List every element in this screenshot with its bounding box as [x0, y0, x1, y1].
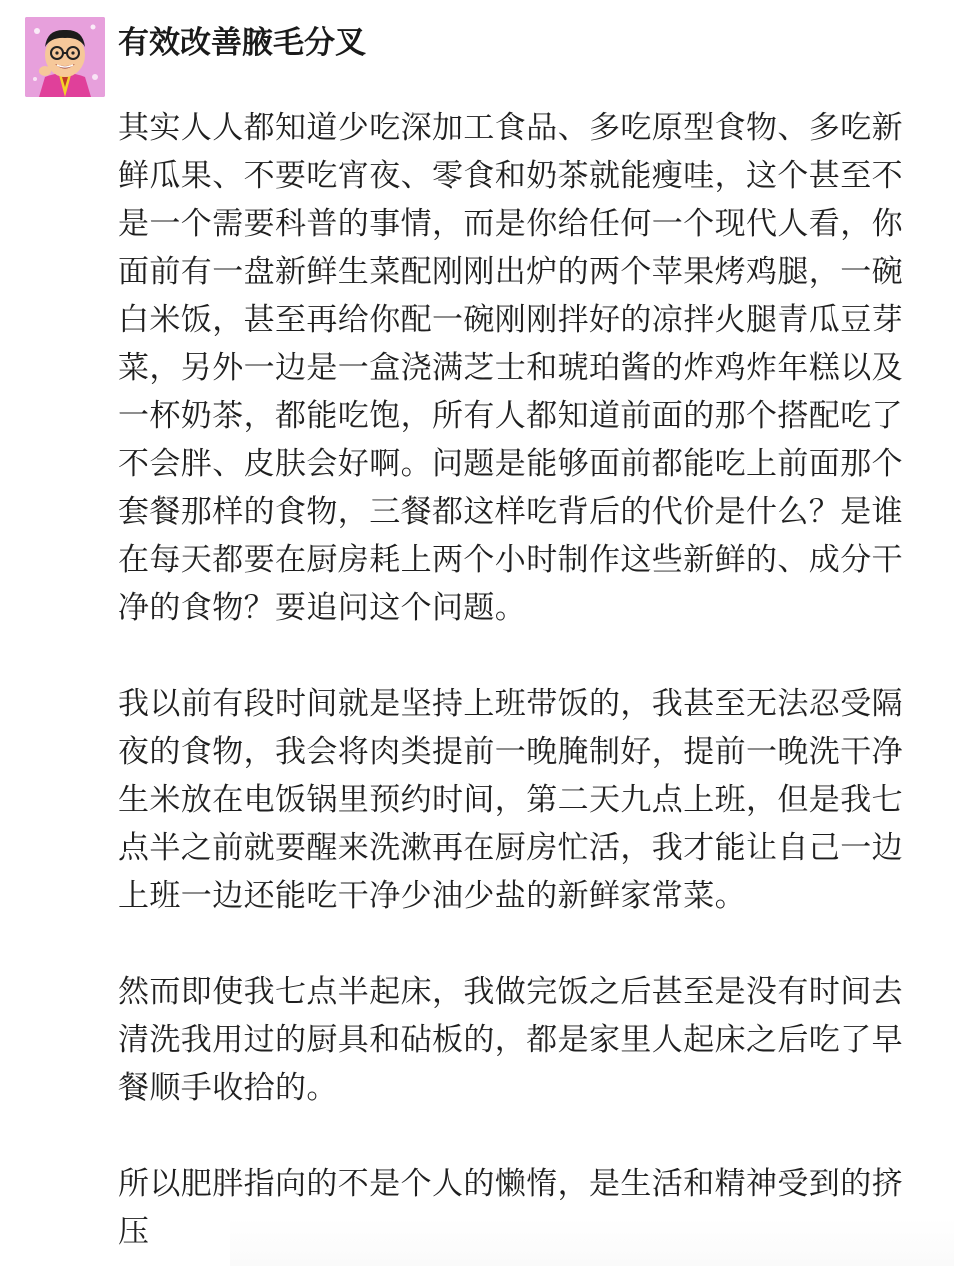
post-header [25, 17, 105, 97]
post-body [118, 104, 908, 1256]
post-paragraph: 我以前有段时间就是坚持上班带饭的，我甚至无法忍受隔夜的食物，我会将肉类提前一晚腌制好，提前一晚洗干净生米放在电饭锅里预约时间，第二天九点上班，但是我七点半之前就要醒来洗漱再在厨房忙活，我才能让自己一边上班一边还能吃干净少油少盐的新鲜家常菜。 [118, 686, 903, 914]
cartoon-avatar-icon [25, 17, 105, 97]
post-paragraph: 然而即使我七点半起床，我做完饭之后甚至是没有时间去清洗我用过的厨具和砧板的，都是家里人起床之后吃了早餐顺手收拾的。 [118, 974, 903, 1106]
post-paragraph: 所以肥胖指向的不是个人的懒惰，是生活和精神受到的挤压 [118, 1166, 903, 1250]
post-paragraph: 其实人人都知道少吃深加工食品、多吃原型食物、多吃新鲜瓜果、不要吃宵夜、零食和奶茶就能瘦哇，这个甚至不是一个需要科普的事情，而是你给任何一个现代人看，你面前有一盘新鲜生菜配刚刚出炉的两个苹果烤鸡腿，一碗白米饭，甚至再给你配一碗刚刚拌好的凉拌火腿青瓜豆芽菜，另外一边是一盒浇满芝士和琥珀酱的炸鸡炸年糕以及一杯奶茶，都能吃饱，所有人都知道前面的那个搭配吃了不会胖、皮肤会好啊。问题是能够面前都能吃上前面那个套餐那样的食物，三餐都这样吃背后的代价是什么？是谁在每天都要在厨房耗上两个小时制作这些新鲜的、成分干净的食物？要追问这个问题。 [118, 110, 903, 626]
avatar[interactable] [25, 17, 105, 97]
author-name[interactable]: 有效改善腋毛分叉 [118, 25, 366, 61]
bottom-fade [230, 1218, 954, 1266]
